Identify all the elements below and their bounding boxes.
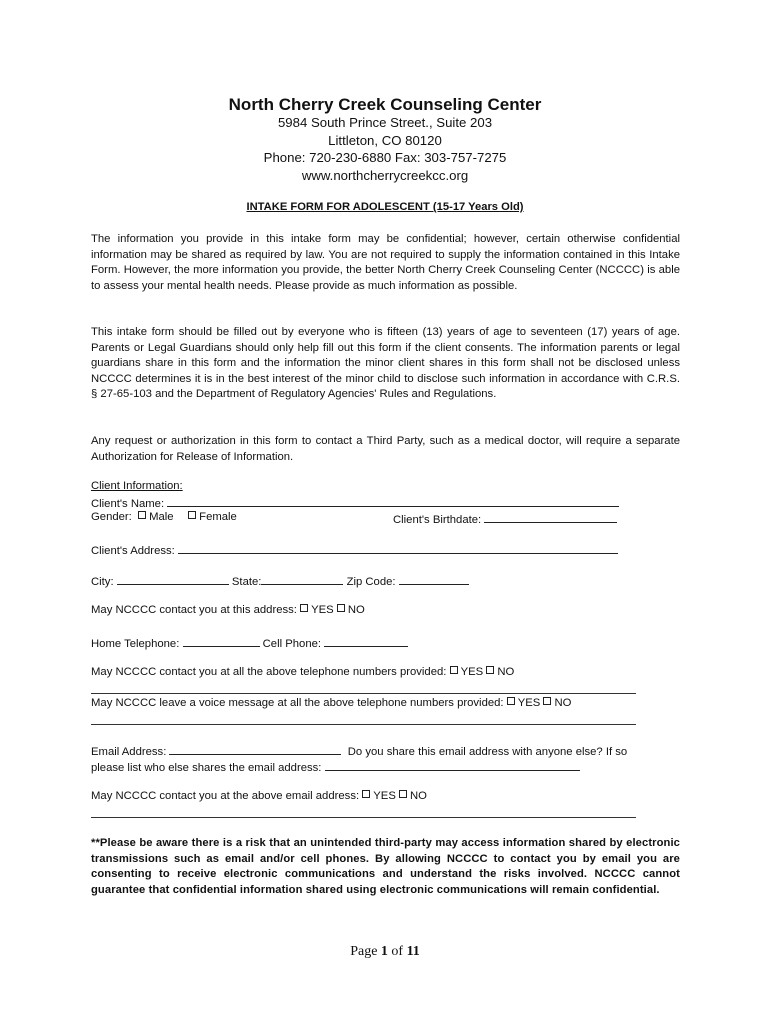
email-share-field[interactable] bbox=[325, 759, 580, 771]
male-checkbox[interactable] bbox=[138, 511, 146, 519]
client-name-field[interactable] bbox=[167, 495, 619, 507]
client-info-label: Client Information: bbox=[91, 480, 183, 492]
of-word: of bbox=[391, 944, 404, 959]
phone-fax: Phone: 720-230-6880 Fax: 303-757-7275 bbox=[263, 150, 507, 165]
divider-line bbox=[91, 817, 636, 818]
contact-phone-yes-checkbox[interactable] bbox=[450, 666, 458, 674]
email-field[interactable] bbox=[169, 743, 341, 755]
yes-label: YES bbox=[460, 666, 484, 678]
client-info-heading bbox=[91, 480, 183, 492]
client-name-label: Client's Name: bbox=[91, 498, 165, 510]
client-address-label: Client's Address: bbox=[91, 545, 175, 557]
org-name: North Cherry Creek Counseling Center bbox=[228, 95, 542, 114]
city-state-zip-row bbox=[91, 573, 469, 588]
voicemail-question: May NCCCC leave a voice message at all the above telephone numbers provided: bbox=[91, 697, 504, 709]
client-name-row bbox=[91, 495, 619, 510]
contact-address-no-checkbox[interactable] bbox=[337, 604, 345, 612]
form-title: INTAKE FORM FOR ADOLESCENT (15-17 Years Old) bbox=[246, 201, 524, 213]
eligibility-paragraph: This intake form should be filled out by everyone who is fifteen (13) years of age to seventeen (17) years of age. Parents or Legal Guardians should only help fill out this form if the client consents. The information parents or legal guardians share in this form and the information the minor client shares in this form shall not be disclosed unless NCCCC determines it is in the best interest of the minor child to disclose such information in accordance with C.R.S. § 27-65-103 and the Department of Regulatory Agencies' Rules and Regulations. bbox=[91, 326, 680, 401]
contact-address-row bbox=[91, 604, 365, 616]
no-label: NO bbox=[410, 790, 427, 802]
address-line-1: 5984 South Prince Street., Suite 203 bbox=[277, 115, 493, 130]
contact-phone-question: May NCCCC contact you at all the above telephone numbers provided: bbox=[91, 666, 447, 678]
address-line-2: Littleton, CO 80120 bbox=[328, 133, 442, 148]
contact-email-yes-checkbox[interactable] bbox=[362, 790, 370, 798]
zip-label: Zip Code: bbox=[346, 576, 396, 588]
state-field[interactable] bbox=[261, 573, 343, 585]
city-label: City: bbox=[91, 576, 114, 588]
client-address-field[interactable] bbox=[178, 542, 618, 554]
yes-label: YES bbox=[311, 604, 334, 616]
email-label: Email Address: bbox=[91, 746, 167, 758]
city-field[interactable] bbox=[117, 573, 229, 585]
no-label: NO bbox=[554, 697, 572, 709]
birthdate-label: Client's Birthdate: bbox=[393, 514, 482, 526]
page-word: Page bbox=[350, 944, 378, 959]
cell-phone-field[interactable] bbox=[324, 635, 408, 647]
contact-phone-no-checkbox[interactable] bbox=[486, 666, 494, 674]
yes-label: YES bbox=[373, 790, 396, 802]
phone-row bbox=[91, 635, 408, 650]
contact-address-yes-checkbox[interactable] bbox=[300, 604, 308, 612]
contact-phone-row bbox=[91, 666, 514, 678]
zip-field[interactable] bbox=[399, 573, 469, 585]
electronic-communication-warning: **Please be aware there is a risk that an unintended third-party may access information shared by electronic transmissions such as email and/or cell phones. By allowing NCCCC to contact you by email you are consenting to receive electronic communications and understand the risks involved. NCCCC cannot guarantee that confidential information shared using electronic communications will remain confidential. bbox=[91, 837, 680, 896]
birthdate-field[interactable] bbox=[484, 511, 617, 523]
divider-line bbox=[91, 693, 636, 694]
female-checkbox[interactable] bbox=[188, 511, 196, 519]
contact-email-no-checkbox[interactable] bbox=[399, 790, 407, 798]
intro-paragraph: The information you provide in this intake form may be confidential; however, certain otherwise confidential information may be shared as required by law. You are not required to supply the information contained in this Intake Form. However, the more information you provide, the better North Cherry Creek Counseling Center (NCCCC) is able to assess your mental health needs. Please provide as much information as possible. bbox=[91, 233, 680, 292]
total-pages: 11 bbox=[406, 944, 420, 959]
gender-row bbox=[91, 511, 237, 523]
voicemail-yes-checkbox[interactable] bbox=[507, 697, 515, 705]
contact-address-question: May NCCCC contact you at this address: bbox=[91, 604, 297, 616]
contact-email-question: May NCCCC contact you at the above email address: bbox=[91, 790, 360, 802]
email-row bbox=[91, 743, 627, 758]
cell-phone-label: Cell Phone: bbox=[262, 638, 322, 650]
divider-line bbox=[91, 724, 636, 725]
third-party-paragraph: Any request or authorization in this form to contact a Third Party, such as a medical doctor, will require a separate Authorization for Release of Information. bbox=[91, 435, 680, 463]
home-phone-field[interactable] bbox=[183, 635, 260, 647]
voicemail-no-checkbox[interactable] bbox=[543, 697, 551, 705]
no-label: NO bbox=[497, 666, 515, 678]
state-label: State: bbox=[231, 576, 262, 588]
client-address-row bbox=[91, 542, 618, 557]
contact-email-row bbox=[91, 790, 427, 802]
no-label: NO bbox=[347, 604, 365, 616]
male-label: Male bbox=[149, 511, 174, 523]
page-number: 1 bbox=[380, 944, 388, 959]
page-footer bbox=[0, 944, 770, 960]
female-label: Female bbox=[199, 511, 237, 523]
website: www.northcherrycreekcc.org bbox=[301, 168, 469, 183]
voicemail-row bbox=[91, 697, 571, 709]
birthdate-row bbox=[393, 511, 617, 526]
email-share-question: Do you share this email address with anyone else? If so bbox=[347, 746, 628, 758]
yes-label: YES bbox=[517, 697, 541, 709]
email-share-list-label: please list who else shares the email address: bbox=[91, 762, 322, 774]
email-share-row bbox=[91, 759, 580, 774]
home-phone-label: Home Telephone: bbox=[91, 638, 180, 650]
gender-label: Gender: bbox=[91, 511, 132, 523]
